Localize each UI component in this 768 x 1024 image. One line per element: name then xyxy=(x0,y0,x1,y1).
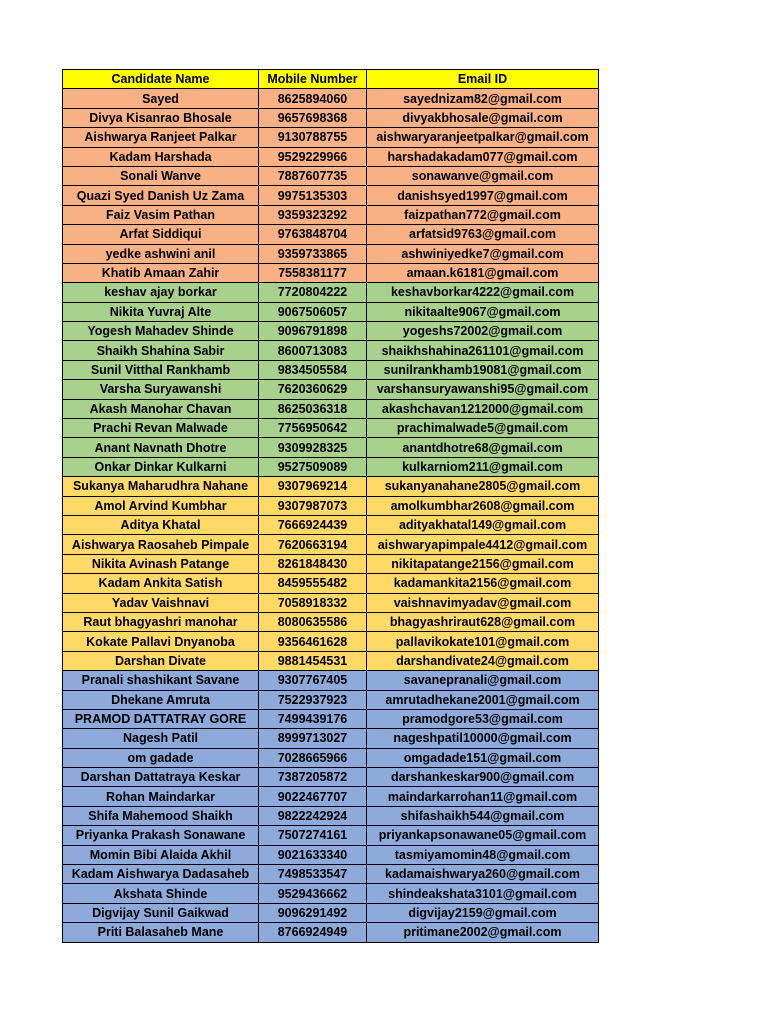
mobile-number-cell: 9359733865 xyxy=(259,244,367,263)
candidate-name-cell: Kadam Harshada xyxy=(63,147,259,166)
table-row xyxy=(63,865,599,884)
mobile-number-cell: 8625036318 xyxy=(259,399,367,418)
email-id-cell: aishwaryapimpale4412@gmail.com xyxy=(367,535,599,554)
email-id-cell: vaishnavimyadav@gmail.com xyxy=(367,593,599,612)
candidate-name-cell: Sunil Vitthal Rankhamb xyxy=(63,360,259,379)
mobile-number-cell: 8625894060 xyxy=(259,89,367,108)
email-id-cell: maindarkarrohan11@gmail.com xyxy=(367,787,599,806)
mobile-number-cell: 7498533547 xyxy=(259,865,367,884)
email-id-cell: pallavikokate101@gmail.com xyxy=(367,632,599,651)
mobile-number-cell: 9130788755 xyxy=(259,128,367,147)
mobile-number-cell: 8999713027 xyxy=(259,729,367,748)
table-row xyxy=(63,651,599,670)
email-id-cell: arfatsid9763@gmail.com xyxy=(367,225,599,244)
candidate-name-cell: Rohan Maindarkar xyxy=(63,787,259,806)
mobile-number-cell: 9067506057 xyxy=(259,302,367,321)
mobile-number-cell: 9881454531 xyxy=(259,651,367,670)
mobile-number-cell: 7028665966 xyxy=(259,748,367,767)
table-row xyxy=(63,826,599,845)
table-row xyxy=(63,225,599,244)
candidate-name-cell: Dhekane Amruta xyxy=(63,690,259,709)
table-row xyxy=(63,128,599,147)
candidate-name-cell: Sonali Wanve xyxy=(63,166,259,185)
candidate-name-cell: Kadam Ankita Satish xyxy=(63,574,259,593)
email-id-cell: tasmiyamomin48@gmail.com xyxy=(367,845,599,864)
table-row xyxy=(63,399,599,418)
candidate-name-cell: Sayed xyxy=(63,89,259,108)
email-id-cell: pramodgore53@gmail.com xyxy=(367,709,599,728)
candidate-name-cell: Priyanka Prakash Sonawane xyxy=(63,826,259,845)
email-id-cell: akashchavan1212000@gmail.com xyxy=(367,399,599,418)
table-row xyxy=(63,806,599,825)
email-id-cell: darshankeskar900@gmail.com xyxy=(367,768,599,787)
email-id-cell: omgadade151@gmail.com xyxy=(367,748,599,767)
mobile-number-cell: 9529436662 xyxy=(259,884,367,903)
mobile-number-cell: 8766924949 xyxy=(259,923,367,942)
email-id-cell: ashwiniyedke7@gmail.com xyxy=(367,244,599,263)
mobile-number-cell: 7499439176 xyxy=(259,709,367,728)
email-id-cell: shifashaikh544@gmail.com xyxy=(367,806,599,825)
email-id-cell: sukanyanahane2805@gmail.com xyxy=(367,477,599,496)
mobile-number-cell: 7620663194 xyxy=(259,535,367,554)
candidate-name-cell: Shifa Mahemood Shaikh xyxy=(63,806,259,825)
candidate-name-cell: Darshan Divate xyxy=(63,651,259,670)
table-row xyxy=(63,574,599,593)
mobile-number-cell: 8459555482 xyxy=(259,574,367,593)
mobile-number-cell: 9022467707 xyxy=(259,787,367,806)
table-row xyxy=(63,244,599,263)
candidate-name-cell: Akshata Shinde xyxy=(63,884,259,903)
mobile-number-cell: 8080635586 xyxy=(259,612,367,631)
email-id-cell: kulkarniom211@gmail.com xyxy=(367,457,599,476)
email-id-cell: danishsyed1997@gmail.com xyxy=(367,186,599,205)
mobile-number-cell: 9307987073 xyxy=(259,496,367,515)
table-row xyxy=(63,593,599,612)
candidate-name-cell: Raut bhagyashri manohar xyxy=(63,612,259,631)
table-row xyxy=(63,632,599,651)
table-row xyxy=(63,690,599,709)
candidate-name-cell: Nikita Yuvraj Alte xyxy=(63,302,259,321)
mobile-number-cell: 7507274161 xyxy=(259,826,367,845)
candidate-name-cell: Shaikh Shahina Sabir xyxy=(63,341,259,360)
mobile-number-cell: 7558381177 xyxy=(259,263,367,282)
table-row xyxy=(63,554,599,573)
email-id-cell: bhagyashriraut628@gmail.com xyxy=(367,612,599,631)
candidate-name-cell: Momin Bibi Alaida Akhil xyxy=(63,845,259,864)
table-row xyxy=(63,671,599,690)
table-row xyxy=(63,186,599,205)
mobile-number-cell: 8600713083 xyxy=(259,341,367,360)
table-row xyxy=(63,535,599,554)
mobile-number-cell: 7522937923 xyxy=(259,690,367,709)
candidate-name-cell: Nagesh Patil xyxy=(63,729,259,748)
table-row xyxy=(63,380,599,399)
mobile-number-cell: 9359323292 xyxy=(259,205,367,224)
email-id-cell: faizpathan772@gmail.com xyxy=(367,205,599,224)
table-row xyxy=(63,768,599,787)
table-row xyxy=(63,360,599,379)
mobile-number-cell: 9822242924 xyxy=(259,806,367,825)
table-row xyxy=(63,322,599,341)
email-id-cell: amolkumbhar2608@gmail.com xyxy=(367,496,599,515)
mobile-number-cell: 9307969214 xyxy=(259,477,367,496)
email-id-cell: harshadakadam077@gmail.com xyxy=(367,147,599,166)
candidate-name-cell: Anant Navnath Dhotre xyxy=(63,438,259,457)
email-id-cell: anantdhotre68@gmail.com xyxy=(367,438,599,457)
email-id-cell: digvijay2159@gmail.com xyxy=(367,903,599,922)
table-row xyxy=(63,748,599,767)
email-id-cell: sayednizam82@gmail.com xyxy=(367,89,599,108)
mobile-number-cell: 9096791898 xyxy=(259,322,367,341)
candidate-name-cell: Priti Balasaheb Mane xyxy=(63,923,259,942)
table-body xyxy=(63,89,599,942)
mobile-number-cell: 9975135303 xyxy=(259,186,367,205)
table-row xyxy=(63,884,599,903)
candidate-name-cell: Nikita Avinash Patange xyxy=(63,554,259,573)
candidate-name-cell: Onkar Dinkar Kulkarni xyxy=(63,457,259,476)
mobile-number-cell: 9356461628 xyxy=(259,632,367,651)
candidate-name-cell: om gadade xyxy=(63,748,259,767)
candidate-name-cell: PRAMOD DATTATRAY GORE xyxy=(63,709,259,728)
candidate-name-cell: Amol Arvind Kumbhar xyxy=(63,496,259,515)
email-id-cell: adityakhatal149@gmail.com xyxy=(367,515,599,534)
table-row xyxy=(63,787,599,806)
table-row xyxy=(63,263,599,282)
email-id-cell: divyakbhosale@gmail.com xyxy=(367,108,599,127)
candidate-name-cell: Kadam Aishwarya Dadasaheb xyxy=(63,865,259,884)
mobile-number-cell: 7620360629 xyxy=(259,380,367,399)
email-id-cell: darshandivate24@gmail.com xyxy=(367,651,599,670)
mobile-number-cell: 9307767405 xyxy=(259,671,367,690)
table-row xyxy=(63,166,599,185)
mobile-number-cell: 9657698368 xyxy=(259,108,367,127)
table-row xyxy=(63,729,599,748)
table-row xyxy=(63,923,599,942)
email-id-cell: prachimalwade5@gmail.com xyxy=(367,419,599,438)
candidate-name-cell: yedke ashwini anil xyxy=(63,244,259,263)
email-id-cell: nageshpatil10000@gmail.com xyxy=(367,729,599,748)
candidate-name-cell: Prachi Revan Malwade xyxy=(63,419,259,438)
table-row xyxy=(63,89,599,108)
table-row xyxy=(63,438,599,457)
mobile-number-cell: 9763848704 xyxy=(259,225,367,244)
candidate-name-cell: Yogesh Mahadev Shinde xyxy=(63,322,259,341)
table-row xyxy=(63,709,599,728)
column-header-mobile-number: Mobile Number xyxy=(259,70,367,89)
table-row xyxy=(63,903,599,922)
email-id-cell: yogeshs72002@gmail.com xyxy=(367,322,599,341)
email-id-cell: priyankapsonawane05@gmail.com xyxy=(367,826,599,845)
mobile-number-cell: 9527509089 xyxy=(259,457,367,476)
table-row xyxy=(63,845,599,864)
mobile-number-cell: 9309928325 xyxy=(259,438,367,457)
table-row xyxy=(63,302,599,321)
email-id-cell: amaan.k6181@gmail.com xyxy=(367,263,599,282)
table-row xyxy=(63,457,599,476)
mobile-number-cell: 7387205872 xyxy=(259,768,367,787)
candidate-name-cell: Akash Manohar Chavan xyxy=(63,399,259,418)
candidate-name-cell: Kokate Pallavi Dnyanoba xyxy=(63,632,259,651)
email-id-cell: pritimane2002@gmail.com xyxy=(367,923,599,942)
email-id-cell: kadamankita2156@gmail.com xyxy=(367,574,599,593)
candidate-name-cell: Darshan Dattatraya Keskar xyxy=(63,768,259,787)
mobile-number-cell: 7756950642 xyxy=(259,419,367,438)
email-id-cell: kadamaishwarya260@gmail.com xyxy=(367,865,599,884)
mobile-number-cell: 7720804222 xyxy=(259,283,367,302)
mobile-number-cell: 7666924439 xyxy=(259,515,367,534)
table-row xyxy=(63,108,599,127)
candidate-name-cell: Pranali shashikant Savane xyxy=(63,671,259,690)
table-row xyxy=(63,283,599,302)
candidate-name-cell: Varsha Suryawanshi xyxy=(63,380,259,399)
table-row xyxy=(63,419,599,438)
mobile-number-cell: 7887607735 xyxy=(259,166,367,185)
candidate-name-cell: Sukanya Maharudhra Nahane xyxy=(63,477,259,496)
candidate-name-cell: Faiz Vasim Pathan xyxy=(63,205,259,224)
candidate-name-cell: Aditya Khatal xyxy=(63,515,259,534)
email-id-cell: nikitaalte9067@gmail.com xyxy=(367,302,599,321)
email-id-cell: sonawanve@gmail.com xyxy=(367,166,599,185)
candidate-name-cell: Aishwarya Raosaheb Pimpale xyxy=(63,535,259,554)
email-id-cell: aishwaryaranjeetpalkar@gmail.com xyxy=(367,128,599,147)
email-id-cell: shaikhshahina261101@gmail.com xyxy=(367,341,599,360)
table-row xyxy=(63,496,599,515)
mobile-number-cell: 9834505584 xyxy=(259,360,367,379)
table-header-row xyxy=(63,70,599,89)
email-id-cell: sunilrankhamb19081@gmail.com xyxy=(367,360,599,379)
mobile-number-cell: 8261848430 xyxy=(259,554,367,573)
email-id-cell: savanepranali@gmail.com xyxy=(367,671,599,690)
table-row xyxy=(63,205,599,224)
candidate-name-cell: Aishwarya Ranjeet Palkar xyxy=(63,128,259,147)
email-id-cell: shindeakshata3101@gmail.com xyxy=(367,884,599,903)
table-row xyxy=(63,341,599,360)
column-header-candidate-name: Candidate Name xyxy=(63,70,259,89)
mobile-number-cell: 9096291492 xyxy=(259,903,367,922)
email-id-cell: nikitapatange2156@gmail.com xyxy=(367,554,599,573)
mobile-number-cell: 7058918332 xyxy=(259,593,367,612)
mobile-number-cell: 9021633340 xyxy=(259,845,367,864)
email-id-cell: varshansuryawanshi95@gmail.com xyxy=(367,380,599,399)
column-header-email-id: Email ID xyxy=(367,70,599,89)
table-row xyxy=(63,515,599,534)
table-row xyxy=(63,612,599,631)
table-row xyxy=(63,147,599,166)
candidate-name-cell: Yadav Vaishnavi xyxy=(63,593,259,612)
email-id-cell: amrutadhekane2001@gmail.com xyxy=(367,690,599,709)
candidate-name-cell: Arfat Siddiqui xyxy=(63,225,259,244)
candidate-name-cell: keshav ajay borkar xyxy=(63,283,259,302)
candidate-name-cell: Divya Kisanrao Bhosale xyxy=(63,108,259,127)
candidate-name-cell: Khatib Amaan Zahir xyxy=(63,263,259,282)
candidate-name-cell: Digvijay Sunil Gaikwad xyxy=(63,903,259,922)
candidate-table xyxy=(62,69,599,943)
table-row xyxy=(63,477,599,496)
mobile-number-cell: 9529229966 xyxy=(259,147,367,166)
candidate-name-cell: Quazi Syed Danish Uz Zama xyxy=(63,186,259,205)
email-id-cell: keshavborkar4222@gmail.com xyxy=(367,283,599,302)
